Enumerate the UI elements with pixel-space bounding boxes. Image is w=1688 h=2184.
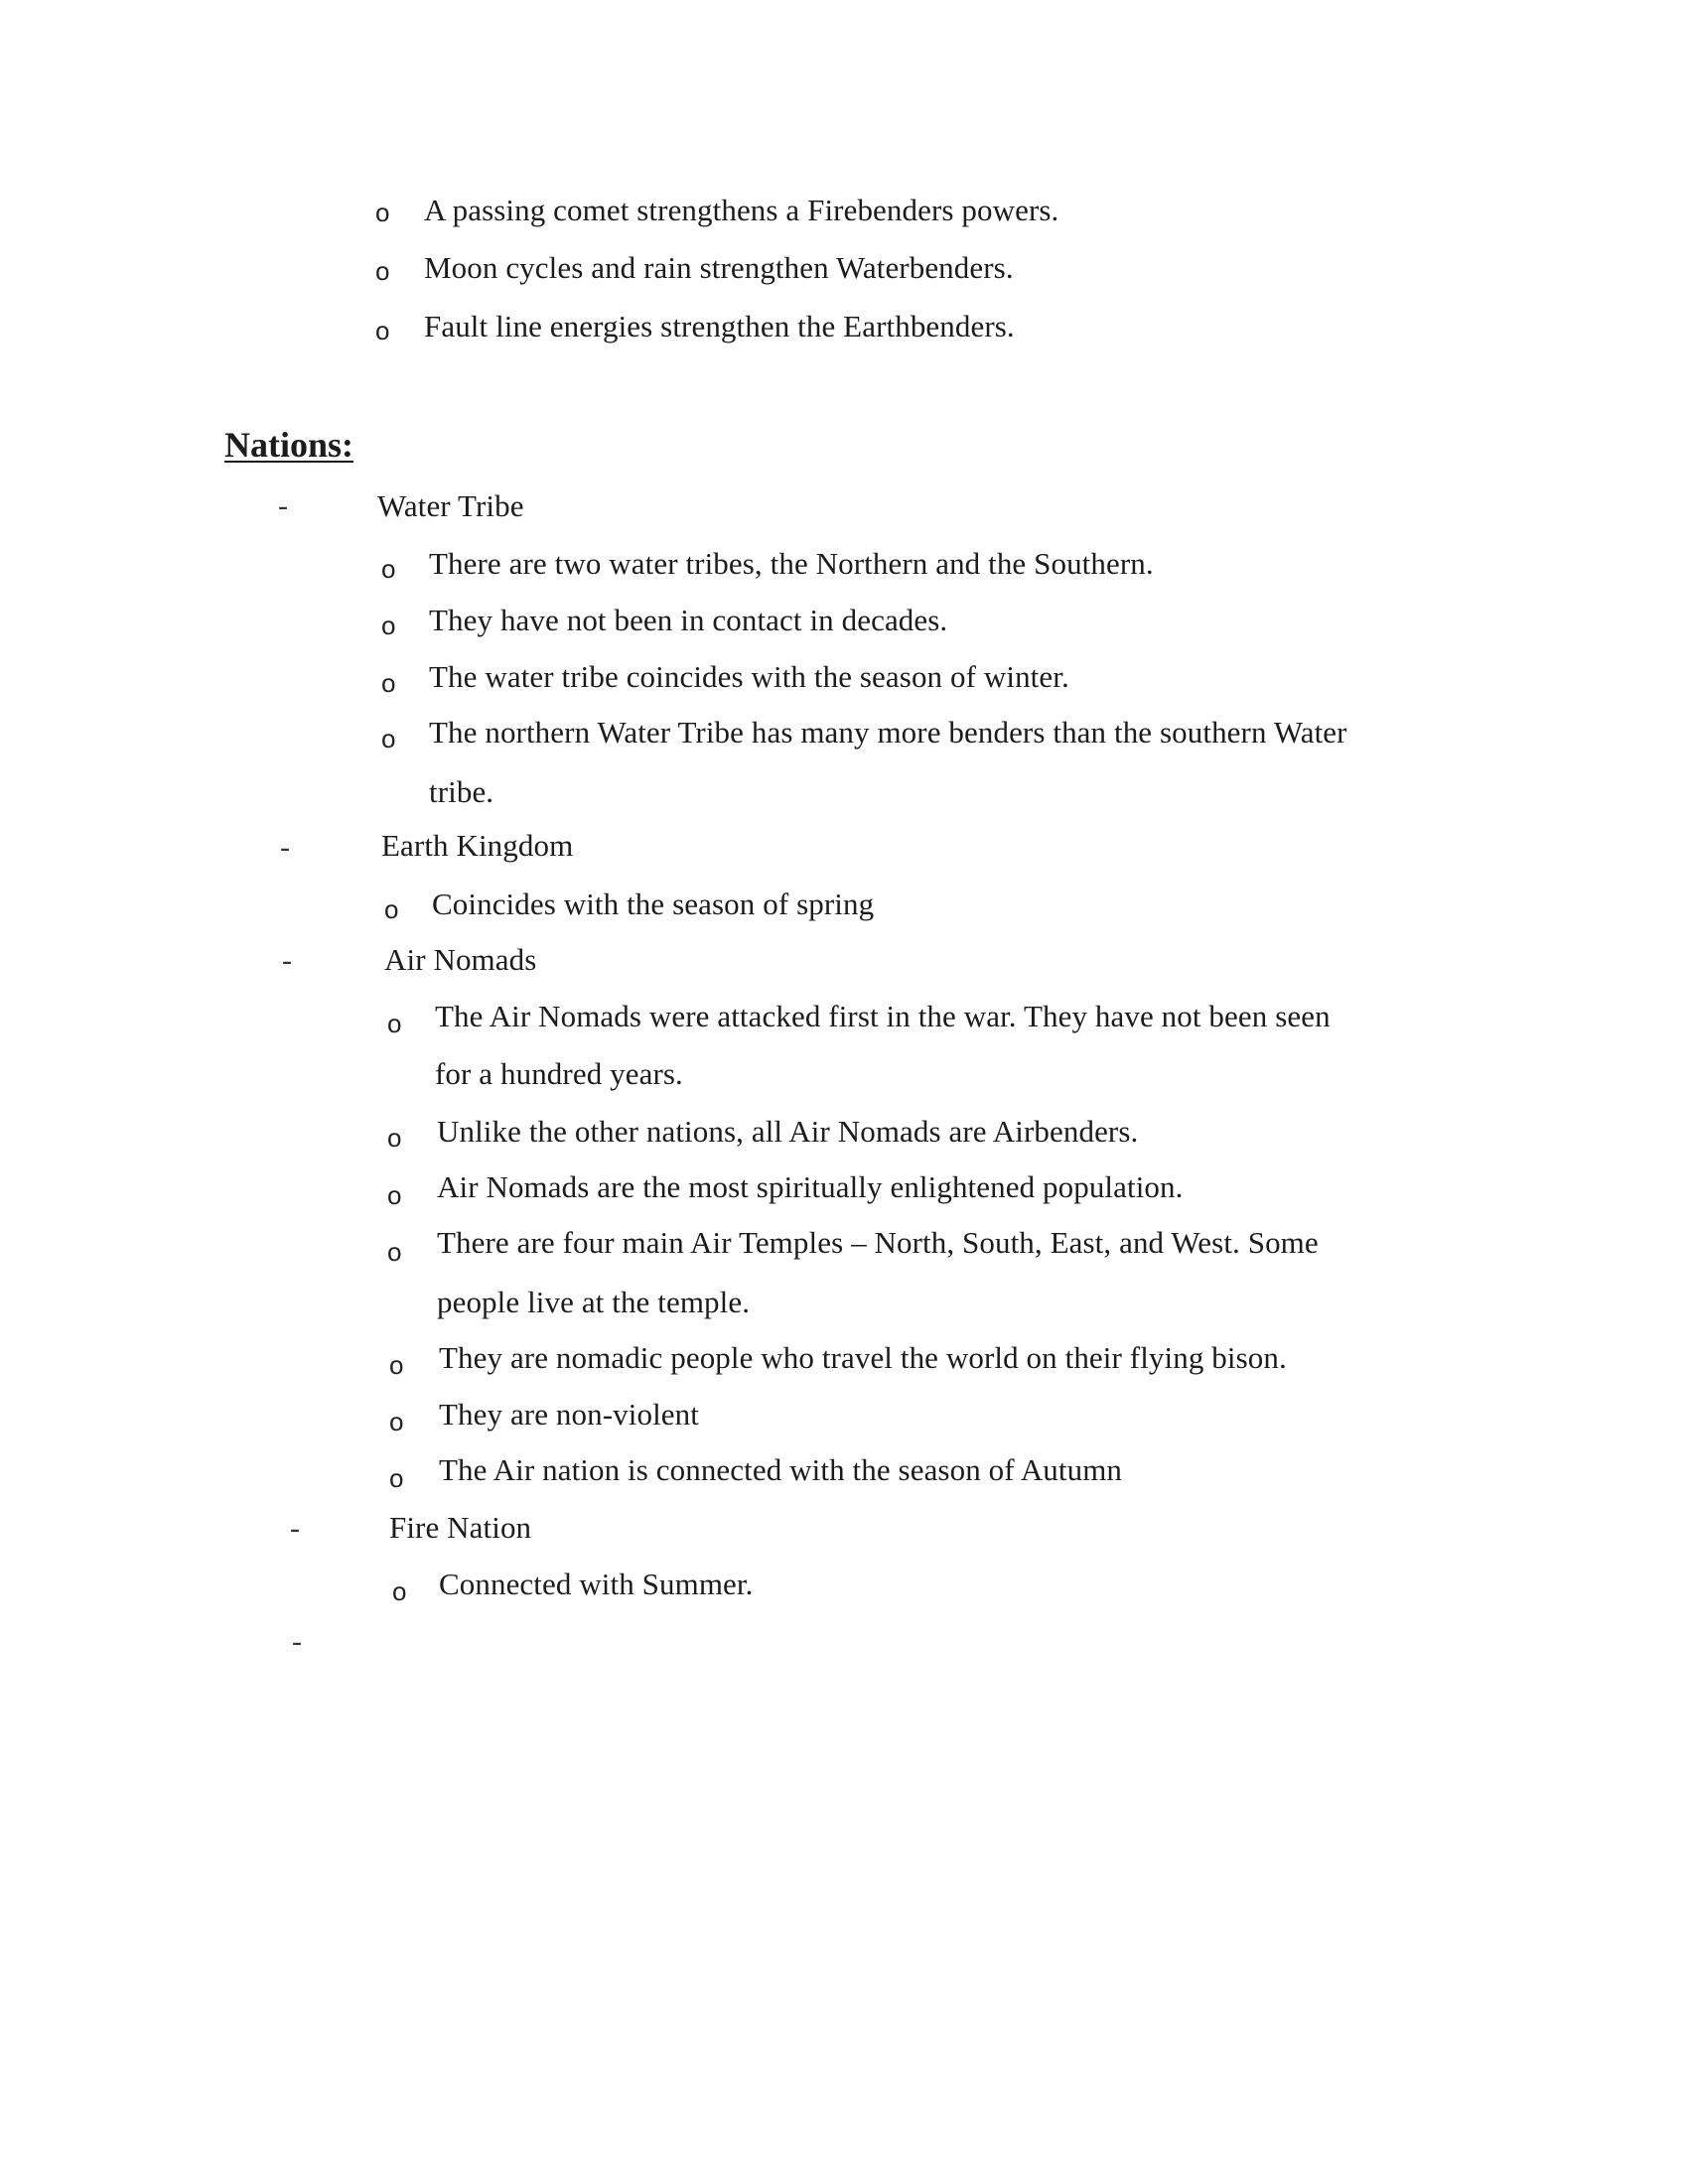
air-nomads-item-6: They are non-violent (439, 1397, 699, 1432)
intro-bullet-3: Fault line energies strengthen the Earthbenders. (424, 309, 1015, 343)
water-tribe-item-4: The northern Water Tribe has many more benders than the southern Water (429, 715, 1347, 750)
air-nomads-item-5: They are nomadic people who travel the world on their flying bison. (439, 1340, 1287, 1375)
air-nomads-item-4-cont: people live at the temple. (437, 1285, 751, 1319)
nations-heading: Nations: (224, 425, 354, 465)
air-nomads-item-4: There are four main Air Temples – North, South, East, and West. Some (437, 1225, 1319, 1260)
bullet-marker: o (375, 316, 390, 345)
dash-marker: - (278, 489, 288, 522)
water-tribe-title: Water Tribe (377, 488, 524, 523)
earth-kingdom-title: Earth Kingdom (381, 828, 574, 863)
fire-nation-item-1: Connected with Summer. (439, 1567, 754, 1601)
bullet-marker: o (389, 1463, 404, 1493)
air-nomads-item-1: The Air Nomads were attacked first in the war. They have not been seen (435, 999, 1331, 1033)
dash-marker: - (290, 1512, 300, 1545)
water-tribe-item-2: They have not been in contact in decades. (429, 603, 948, 637)
air-nomads-item-3: Air Nomads are the most spiritually enlightened population. (437, 1169, 1184, 1204)
water-tribe-item-1: There are two water tribes, the Northern and the Southern. (429, 546, 1154, 581)
bullet-marker: o (387, 1180, 402, 1210)
air-nomads-item-2: Unlike the other nations, all Air Nomads are Airbenders. (437, 1114, 1139, 1149)
bullet-marker: o (387, 1123, 402, 1153)
air-nomads-title: Air Nomads (384, 942, 537, 977)
dash-marker: - (292, 1625, 302, 1658)
bullet-marker: o (384, 894, 399, 924)
bullet-marker: o (389, 1350, 404, 1380)
air-nomads-item-7: The Air nation is connected with the season of Autumn (439, 1452, 1123, 1487)
water-tribe-item-4-cont: tribe. (429, 774, 494, 809)
bullet-marker: o (375, 198, 390, 227)
dash-marker: - (282, 944, 292, 977)
bullet-marker: o (387, 1237, 402, 1267)
air-nomads-item-1-cont: for a hundred years. (435, 1056, 683, 1091)
water-tribe-item-3: The water tribe coincides with the season of winter. (429, 659, 1069, 694)
bullet-marker: o (381, 554, 396, 584)
bullet-marker: o (381, 611, 396, 640)
earth-kingdom-item-1: Coincides with the season of spring (432, 887, 875, 921)
intro-bullet-1: A passing comet strengthens a Firebenders powers. (424, 193, 1059, 227)
bullet-marker: o (392, 1576, 407, 1606)
bullet-marker: o (381, 724, 396, 753)
dash-marker: - (280, 831, 290, 864)
fire-nation-title: Fire Nation (389, 1510, 532, 1545)
bullet-marker: o (387, 1009, 402, 1038)
bullet-marker: o (389, 1407, 404, 1436)
intro-bullet-2: Moon cycles and rain strengthen Waterbenders. (424, 250, 1014, 285)
bullet-marker: o (375, 256, 390, 286)
bullet-marker: o (381, 668, 396, 698)
